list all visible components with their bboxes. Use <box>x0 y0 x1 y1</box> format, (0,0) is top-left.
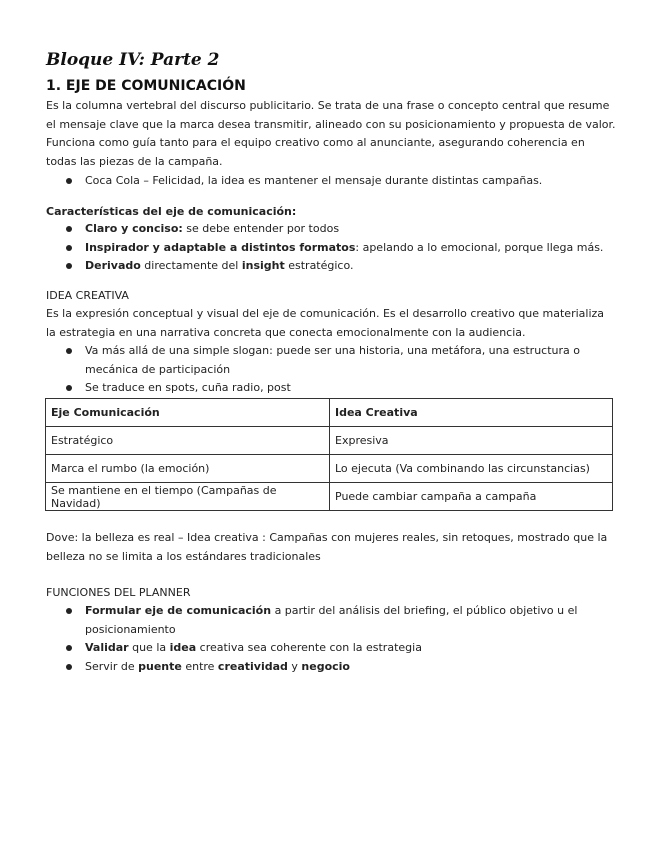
item-text: creativa sea coherente con la estrategia <box>196 641 422 654</box>
header-idea: Idea Creativa <box>330 399 613 427</box>
table-cell: Estratégico <box>46 427 330 455</box>
item-text: estratégico. <box>284 259 354 272</box>
list-item <box>46 257 606 276</box>
item-text: se debe entender por todos <box>182 222 340 235</box>
list-item <box>46 639 606 658</box>
item-text: directamente del <box>140 259 242 272</box>
item-bold: Inspirador y adaptable a distintos formatos <box>85 240 356 254</box>
characteristics-label: Características del eje de comunicación: <box>46 205 297 218</box>
section-heading-eje: 1. EJE DE COMUNICACIÓN <box>46 78 246 94</box>
item-text: : apelando a lo emocional, porque llega más. <box>355 240 604 254</box>
table-cell: Marca el rumbo (la emoción) <box>46 455 330 483</box>
idea-creativa-list <box>46 342 606 398</box>
list-item: Coca Cola – Felicidad, la idea es mantener el mensaje durante distintas campañas. <box>46 172 606 191</box>
item-bold: Formular eje de comunicación <box>85 604 272 617</box>
funciones-list <box>46 602 606 676</box>
list-item <box>46 602 606 639</box>
item-text: que la <box>128 641 170 654</box>
document-title: Bloque IV: Parte 2 <box>46 50 220 70</box>
eje-example-list <box>46 172 606 191</box>
item-bold: Claro y conciso: <box>85 222 183 235</box>
table-cell: Expresiva <box>330 427 613 455</box>
item-text: y <box>287 659 302 673</box>
table-row <box>46 455 613 483</box>
idea-creativa-label: IDEA CREATIVA <box>46 289 129 302</box>
comparison-table <box>45 398 613 511</box>
table-row <box>46 427 613 455</box>
dove-example: Dove: la belleza es real – Idea creativa : Campañas con mujeres reales, sin retoques, mostrado que la belleza no se limita a los estándares tradicionales <box>46 531 608 563</box>
item-bold: negocio <box>301 659 350 673</box>
item-bold: idea <box>169 641 197 654</box>
item-bold: puente <box>138 659 182 673</box>
list-item <box>46 239 606 258</box>
item-text: entre <box>181 659 218 673</box>
list-item: Va más allá de una simple slogan: puede ser una historia, una metáfora, una estructura o mecánica de participación <box>46 342 606 379</box>
list-item <box>46 658 606 677</box>
table-cell: Puede cambiar campaña a campaña <box>330 483 613 511</box>
item-bold: creatividad <box>217 659 288 673</box>
table-cell: Lo ejecuta (Va combinando las circunstancias) <box>330 455 613 483</box>
eje-paragraph: Es la columna vertebral del discurso publicitario. Se trata de una frase o concepto central que resume el mensaje clave que la marca desea transmitir, alineado con su posicionamiento y propuesta de valor. Funciona como guía tanto para el equipo creativo como al anunciante, asegurando coherencia en todas las piezas de la campaña. <box>46 99 616 168</box>
item-text: Servir de <box>85 659 139 673</box>
item-text: a partir del análisis del briefing, el público objetivo u el posicionamiento <box>85 604 578 636</box>
list-item: Se traduce en spots, cuña radio, post <box>46 379 606 398</box>
item-bold-insight: insight <box>241 259 285 272</box>
table-row <box>46 483 613 511</box>
idea-creativa-paragraph: Es la expresión conceptual y visual del eje de comunicación. Es el desarrollo creativo que materializa la estrategia en una narrativa concreta que conecta emocionalmente con la audiencia. <box>46 307 605 339</box>
header-eje: Eje Comunicación <box>46 399 330 427</box>
table-cell: Se mantiene en el tiempo (Campañas de Navidad) <box>46 483 330 511</box>
table-header-row <box>46 399 613 427</box>
item-bold: Validar <box>85 641 129 654</box>
item-bold: Derivado <box>85 259 141 272</box>
characteristics-list <box>46 220 606 276</box>
list-item <box>46 220 606 239</box>
funciones-label: FUNCIONES DEL PLANNER <box>46 586 191 599</box>
